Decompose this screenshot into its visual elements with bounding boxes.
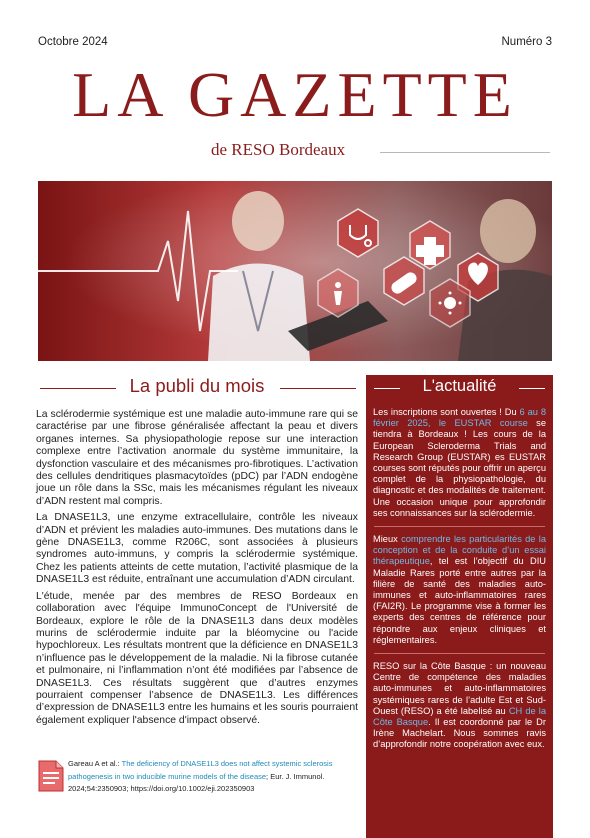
masthead-subtitle: de RESO Bordeaux bbox=[211, 140, 346, 159]
masthead-title: LA GAZETTE bbox=[72, 59, 518, 130]
article-paragraph-3: L'étude, menée par des membres de RESO Bordeaux en collaboration avec l'équipe ImmunoConcept de l'Université de Bordeaux, explore le rôle de la DNASE1L3 dans deux modèles murins de sclérodermie induite par la bléomycine ou l'acide hypochloreux. Les résultats montrent que la déficience en DNASE1L3 n’influence pas le développement de la maladie. Ni la fibrose cutanée et pulmonaire, ni l’inflammation n’ont été modifiées par l’absence de DNASE1L3. Ces résultats suggèrent que d’autres enzymes pourraient compenser l’absence de DNASE1L3. Les différences d’expression de DNASE1L3 entre les humains et les souris pourraient également expliquer l'absence d'impact observé. bbox=[36, 590, 358, 726]
news-item-cote-basque bbox=[373, 661, 546, 751]
news2-link[interactable]: comprendre les particularités de la conception et de la conduite d’un essai thérapeutique bbox=[373, 534, 546, 567]
publication-header bbox=[36, 375, 358, 401]
reference-journal: ; Eur. J. Immunol. 2024;54:2350903; https://doi.org/10.1002/eji.202350903 bbox=[68, 771, 325, 793]
hero-image bbox=[38, 181, 552, 361]
news-sidebar bbox=[366, 375, 553, 838]
issue-date: Octobre 2024 bbox=[38, 36, 108, 48]
top-meta bbox=[38, 36, 552, 50]
news2-text-pre: Mieux bbox=[373, 534, 402, 545]
news-divider-2 bbox=[374, 653, 545, 654]
pdf-document-icon bbox=[38, 760, 64, 792]
article-paragraph-2: La DNASE1L3, une enzyme extracellulaire, contrôle les niveaux d’ADN et prévient les maladies auto-immunes. Des mutations dans le gène DNASE1L3, comme R206C, sont associées à plusieurs syndromes auto-immuns, y compris la sclérodermie systémique. Chez les patients atteints de cette mutation, l’activité plasmique de la DNASE1L3 est réduite, entraînant une accumulation d’ADN circulant. bbox=[36, 512, 358, 586]
masthead-subtitle-row bbox=[0, 140, 590, 162]
issue-number: Numéro 3 bbox=[501, 36, 552, 48]
news3-link[interactable]: CH de la Côte Basque bbox=[373, 705, 547, 728]
subtitle-rule bbox=[380, 152, 550, 153]
news2-text-post: , tel est l’objectif du DIU Maladie Rares porté entre autres par la filière de santé des maladies auto-immunes et auto-inflammatoires rares (FAI2R). Le programme vise à former les experts des centres de référence pour répondre aux enjeux cliniques et réglementaires. bbox=[373, 556, 546, 645]
article-reference bbox=[38, 758, 358, 798]
news1-text-post: se tiendra à Bordeaux ! Les cours de la European Scleroderma Trials and Research Group (EUSTAR) es EUSTAR courses sont réputés pour offrir un aperçu complet de la physiopathologie, du diagnostic et des modalités de traitement. Une occasion unique pour approfondir ses connaissances sur la sclérodermie. bbox=[373, 418, 546, 518]
news-item-eustar bbox=[373, 407, 546, 519]
reference-link[interactable]: The deficiency of DNASE1L3 does not affect systemic sclerosis pathogenesis in two inducible murine models of the disease bbox=[68, 759, 333, 781]
publication-title: La publi du mois bbox=[129, 375, 265, 396]
hero-illustration bbox=[38, 181, 552, 361]
news1-link[interactable]: 6 au 8 février 2025, le EUSTAR course bbox=[373, 407, 546, 429]
news-item-diu bbox=[373, 534, 546, 646]
news-title: L'actualité bbox=[422, 377, 497, 395]
news-header bbox=[366, 375, 553, 401]
publication-column bbox=[36, 375, 358, 731]
news3-text-post: . Il est coordonné par le Dr Irène Machelart. Nous sommes ravis d’approfondir notre coopération avec eux. bbox=[373, 717, 546, 750]
news1-text-pre: Les inscriptions sont ouvertes ! Du bbox=[373, 407, 520, 417]
news3-text-pre: RESO sur la Côte Basque : un nouveau Centre de compétence des maladies auto-immunes et auto-inflammatoires systémiques rares de l’adulte Est et Sud-Ouest (RESO) a été labelisé au bbox=[373, 661, 546, 716]
reference-text bbox=[68, 758, 358, 796]
header-rule-right bbox=[280, 388, 356, 389]
reference-authors: Gareau A et al.: bbox=[68, 759, 122, 768]
article-paragraph-1: La sclérodermie systémique est une maladie auto-immune rare qui se caractérise par une fibrose généralisée affectant la peau et divers organes internes. Sa physiopathologie repose sur une interaction complexe entre l’activation anormale du système immunitaire, la dysfonction vasculaire et des mécanismes pro-fibrotiques. L’activation des cellules dendritiques plasmacytoïdes (pDC) par l’ADN endogène joue un rôle dans la SSc, mais les mécanismes régulant les niveaux d’ADN restent mal compris. bbox=[36, 409, 358, 507]
news-divider-1 bbox=[374, 526, 545, 527]
news-rule-right bbox=[519, 388, 545, 389]
